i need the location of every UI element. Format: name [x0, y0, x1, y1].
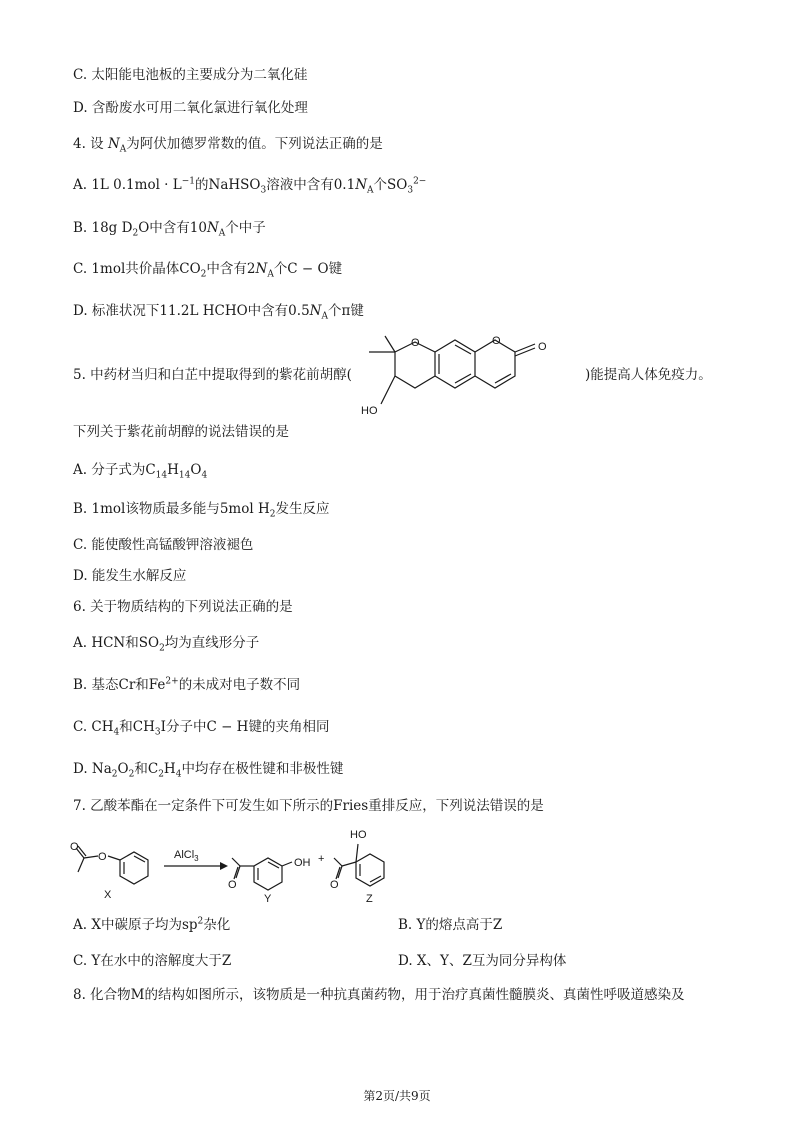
- q7-option-c: C. Y在水中的溶解度大于Z: [73, 953, 232, 969]
- q7-label-oh: OH: [294, 857, 311, 869]
- svg-text:O: O: [70, 841, 79, 853]
- q7-option-a: A. X中碳原子均为$sp^2$杂化: [73, 916, 231, 933]
- q4-option-d: D. 标准状况下11.2L HCHO中含有$0.5N_A$个π键: [73, 303, 364, 322]
- q5-option-a: A. 分子式为$C_{14}H_{14}O_4$: [73, 462, 208, 481]
- q8-stem: 8. 化合物M的结构如图所示，该物质是一种抗真菌药物，用于治疗真菌性髓膜炎、真菌性呼吸道感染及: [73, 987, 685, 1003]
- svg-text:O: O: [98, 851, 107, 863]
- q4-stem: 4. 设 $N_A$为阿伏加德罗常数的值。下列说法正确的是: [73, 136, 383, 155]
- q6-option-a: A. HCN和$SO_2$均为直线形分子: [73, 635, 260, 654]
- page-footer: 第2页/共9页: [363, 1089, 431, 1103]
- q7-reaction-scheme: [68, 822, 428, 904]
- q5-structure-label-o2: O: [492, 335, 501, 347]
- q6-stem: 6. 关于物质结构的下列说法正确的是: [73, 599, 293, 615]
- q7-label-x: X: [104, 889, 112, 901]
- svg-text:O: O: [330, 879, 339, 891]
- q6-option-b: B. 基态Cr和$Fe^{2+}$的未成对电子数不同: [73, 676, 301, 693]
- q5-option-b: B. 1mol该物质最多能与5mol $H_2$发生反应: [73, 501, 330, 520]
- q7-option-d: D. X、Y、Z互为同分异构体: [398, 953, 567, 969]
- q6-option-c: C. $CH_4$和$CH_3I$分子中C − H键的夹角相同: [73, 719, 330, 738]
- q5-stem-right: )能提高人体免疫力。: [585, 367, 712, 383]
- svg-text:O: O: [228, 879, 237, 891]
- q5-structure-label-o3: O: [538, 341, 547, 353]
- q4-option-c: C. 1mol共价晶体$CO_2$中含有$2N_A$个C − O键: [73, 261, 343, 280]
- q5-sub-stem: 下列关于紫花前胡醇的说法错误的是: [73, 424, 289, 440]
- q7-label-ho: HO: [350, 829, 367, 841]
- q7-label-z: Z: [366, 893, 373, 904]
- q7-reagent: AlCl$_3$: [174, 849, 199, 863]
- q5-stem-left: 5. 中药材当归和白芷中提取得到的紫花前胡醇(: [73, 367, 352, 383]
- q6-option-d: D. $Na_2O_2$和$C_2H_4$中均存在极性键和非极性键: [73, 761, 344, 780]
- q4-option-a: A. 1L $0.1mol \cdot L^{-1}$的NaHSO$_3$溶液中含有$0.1N_A$个$SO_3^{2-}$: [73, 176, 427, 196]
- q7-stem: 7. 乙酸苯酯在一定条件下可发生如下所示的Fries重排反应，下列说法错误的是: [73, 798, 544, 814]
- q7-label-y: Y: [264, 893, 272, 904]
- q7-plus: +: [318, 853, 325, 865]
- q7-option-b: B. Y的熔点高于Z: [398, 917, 503, 933]
- q4-option-b: B. 18g $D_2O$中含有$10N_A$个中子: [73, 220, 266, 239]
- q5-option-d: D. 能发生水解反应: [73, 568, 187, 584]
- q3-option-d: D. 含酚废水可用二氧化氯进行氧化处理: [73, 100, 308, 116]
- q5-option-c: C. 能使酸性高锰酸钾溶液褪色: [73, 537, 254, 553]
- q5-structure-label-ho: HO: [361, 405, 378, 417]
- q5-structure-label-o1: O: [411, 337, 420, 349]
- q5-structure: [355, 330, 585, 420]
- q3-option-c: C. 太阳能电池板的主要成分为二氧化硅: [73, 67, 308, 83]
